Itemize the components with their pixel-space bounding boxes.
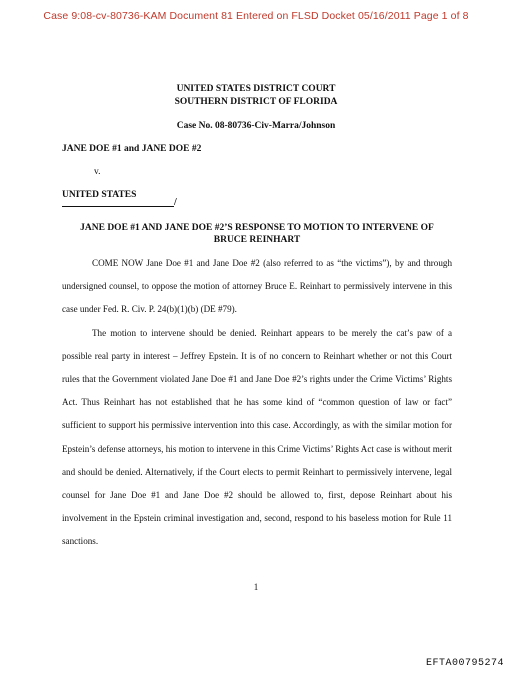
page-number: 1 [253,582,259,592]
court-district: SOUTHERN DISTRICT OF FLORIDA [174,97,338,107]
caption-defendant: UNITED STATES [62,190,137,200]
caption-versus: v. [94,167,101,177]
body-paragraph: The motion to intervene should be denied. Reinhart appears to be merely the cat’s paw of a possible real party in interest – Jeffrey Epstein. It is of no concern to Reinhart whether or not this Court rules that the Government violated Jane Doe #1 and Jane Doe #2’s rights under the Crime Victims’ Rights Act. Thus Reinhart has not established that he has some kind of “common question of law or fact” sufficient to support his permissive intervention into this case. Accordingly, as with the similar motion for Epstein’s defense attorneys, his motion to intervene in this Crime Victims’ Rights Act case is without merit and should be denied. Alternatively, if the Court elects to permit Reinhart to permissively intervene, legal counsel for Jane Doe #1 and Jane Doe #2 should be allowed to, first, depose Reinhart about his involvement in the Epstein criminal investigation and, second, respond to his baseless motion for Rule 11 sanctions. [62,327,452,547]
document-title-line2: BRUCE REINHART [213,235,301,245]
caption-plaintiffs: JANE DOE #1 and JANE DOE #2 [62,144,202,154]
document-body [62,252,452,554]
body-paragraph: COME NOW Jane Doe #1 and Jane Doe #2 (also referred to as “the victims”), by and through undersigned counsel, to oppose the motion of attorney Bruce E. Reinhart to permissively intervene in this case under Fed. R. Civ. P. 24(b)(1)(b) (DE #79). [62,258,452,315]
caption-slash: / [174,197,177,208]
case-number: Case No. 08-80736-Civ-Marra/Johnson [176,121,336,131]
document-title-line1: JANE DOE #1 AND JANE DOE #2’S RESPONSE TO MOTION TO INTERVENE OF [80,223,434,233]
docket-header: Case 9:08-cv-80736-KAM Document 81 Entered on FLSD Docket 05/16/2011 Page 1 of 8 [43,10,469,22]
bates-number: EFTA00795274 [425,658,504,669]
caption-rule [62,206,174,207]
court-name: UNITED STATES DISTRICT COURT [176,84,336,94]
document-title [62,222,452,246]
